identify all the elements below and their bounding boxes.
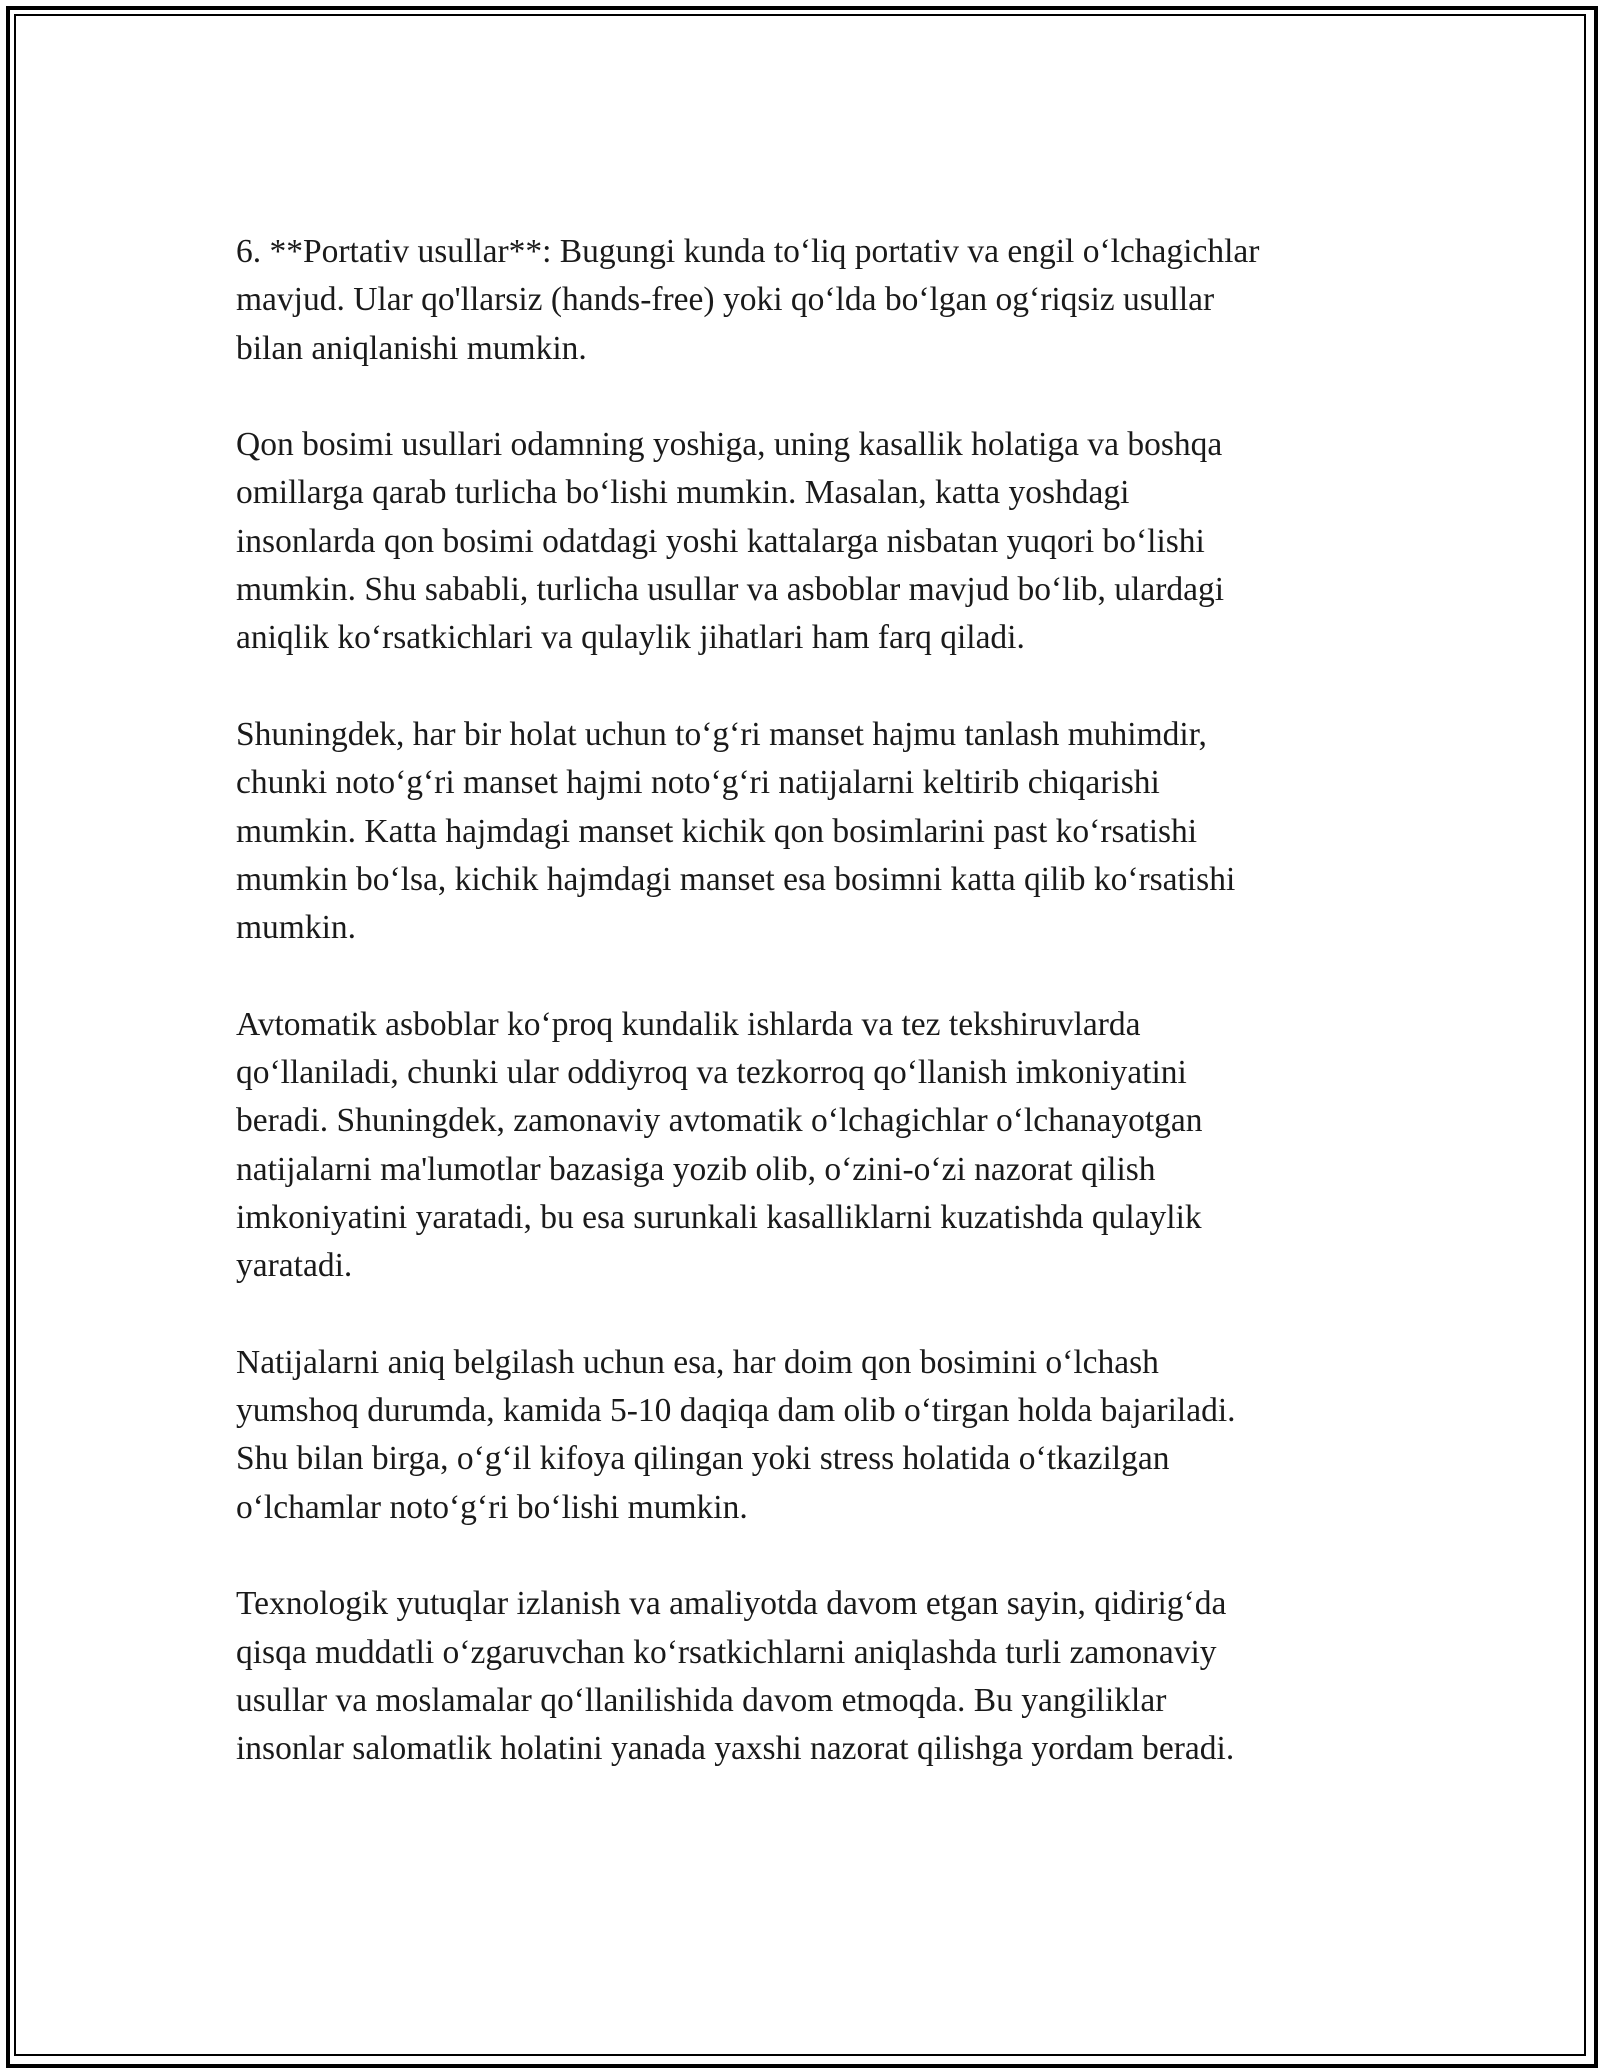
paragraph-cuff-size: Shuningdek, har bir holat uchun to‘g‘ri manset hajmu tanlash muhimdir, chunki noto‘g‘ri manset hajmi noto‘g‘ri natijalarni keltirib chiqarishi mumkin. Katta hajmdagi manset kichik qon bosimlarini past ko‘rsatishi mumkin bo‘lsa, kichik hajmdagi manset esa bosimni katta qilib ko‘rsatishi mumkin. bbox=[236, 715, 1236, 947]
paragraph-measurement-conditions: Natijalarni aniq belgilash uchun esa, har doim qon bosimini o‘lchash yumshoq durumda, kamida 5-10 daqiqa dam olib o‘tirgan holda bajariladi. Shu bilan birga, o‘g‘il kifoya qilingan yoki stress holatida o‘tkazilgan o‘lchamlar noto‘g‘ri bo‘lishi mumkin. bbox=[236, 1343, 1236, 1526]
document-body bbox=[236, 228, 1386, 1822]
paragraph-portable-methods: 6. **Portativ usullar**: Bugungi kunda to‘liq portativ va engil o‘lchagichlar mavjud. Ular qo'llarsiz (hands-free) yoki qo‘lda bo‘lgan og‘riqsiz usullar bilan aniqlanishi mumkin. bbox=[236, 233, 1260, 367]
paragraph-age-factors: Qon bosimi usullari odamning yoshiga, uning kasallik holatiga va boshqa omillarga qarab turlicha bo‘lishi mumkin. Masalan, katta yoshdagi insonlarda qon bosimi odatdagi yoshi kattalarga nisbatan yuqori bo‘lishi mumkin. Shu sababli, turlicha usullar va asboblar mavjud bo‘lib, ulardagi aniqlik ko‘rsatkichlari va qulaylik jihatlari ham farq qiladi. bbox=[236, 426, 1225, 657]
paragraph-automatic-devices: Avtomatik asboblar ko‘proq kundalik ishlarda va tez tekshiruvlarda qo‘llaniladi, chunki ular oddiyroq va tezkorroq qo‘llanish imkoniyatini beradi. Shuningdek, zamonaviy avtomatik o‘lchagichlar o‘lchanayotgan natijalarni ma'lumotlar bazasiga yozib olib, o‘zini-o‘zi nazorat qilish imkoniyatini yaratadi, bu esa surunkali kasalliklarni kuzatishda qulaylik yaratadi. bbox=[236, 1005, 1203, 1285]
paragraph-technology-advances: Texnologik yutuqlar izlanish va amaliyotda davom etgan sayin, qidirig‘da qisqa muddatli o‘zgaruvchan ko‘rsatkichlarni aniqlashda turli zamonaviy usullar va moslamalar qo‘llanilishida davom etmoqda. Bu yangiliklar insonlar salomatlik holatini yanada yaxshi nazorat qilishga yordam beradi. bbox=[236, 1585, 1235, 1768]
